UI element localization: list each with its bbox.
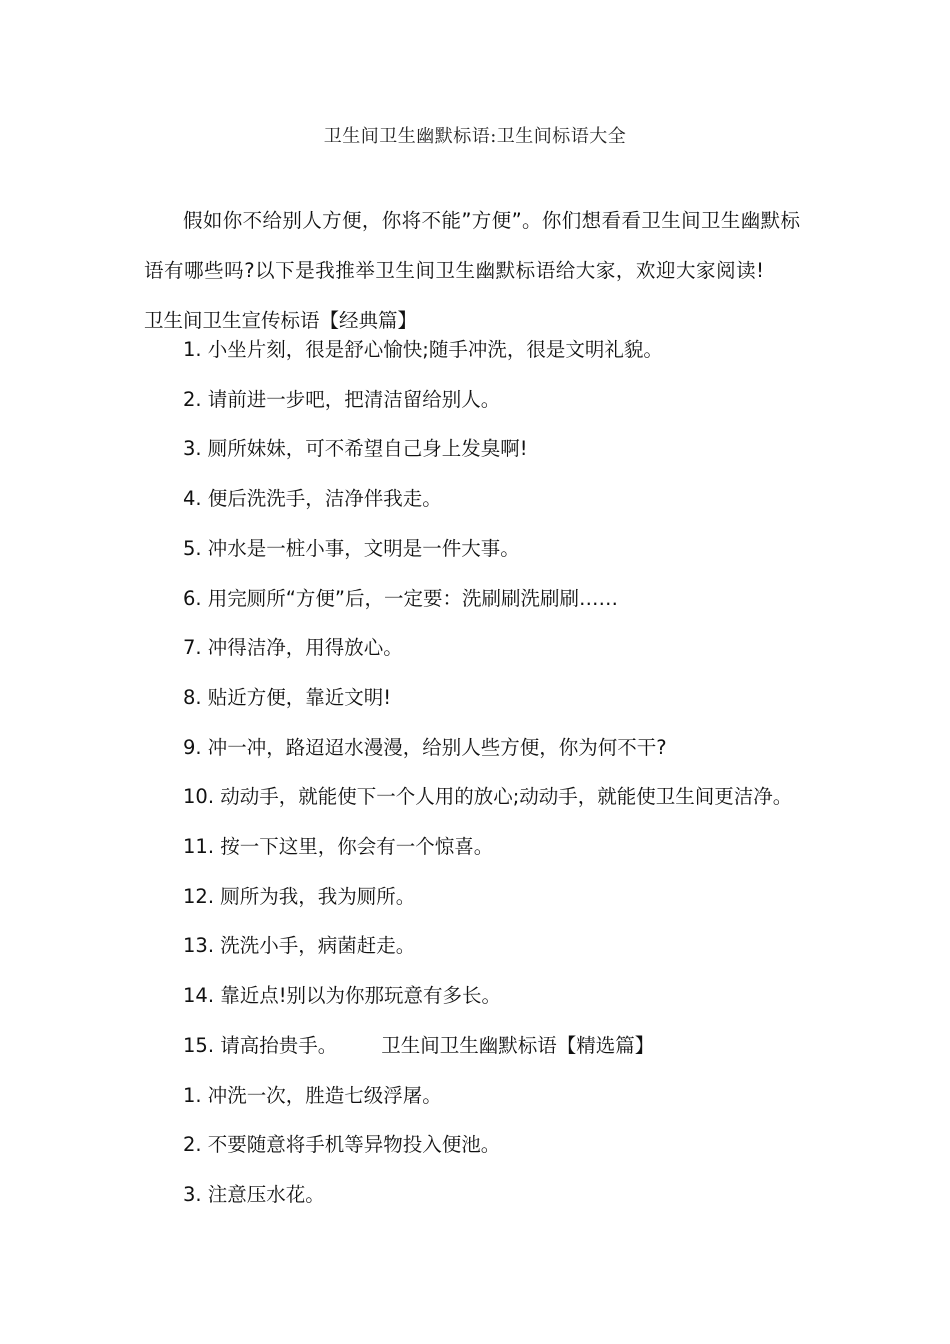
list-item-text: 15. 请高抬贵手。	[183, 1033, 338, 1057]
list-item: 3. 厕所妹妹，可不希望自己身上发臭啊!	[183, 437, 528, 461]
list-item: 4. 便后洗洗手，洁净伴我走。	[183, 487, 442, 511]
list-item: 7. 冲得洁净，用得放心。	[183, 636, 403, 660]
list-item: 1. 冲洗一次，胜造七级浮屠。	[183, 1083, 442, 1107]
list-item: 11. 按一下这里，你会有一个惊喜。	[183, 835, 494, 859]
list-item: 13. 洗洗小手，病菌赶走。	[183, 934, 416, 958]
list-item: 2. 请前进一步吧，把清洁留给别人。	[183, 387, 501, 411]
list-item: 8. 贴近方便，靠近文明!	[183, 685, 392, 709]
list-item: 5. 冲水是一桩小事，文明是一件大事。	[183, 536, 520, 560]
section-heading-selected: 卫生间卫生幽默标语【精选篇】	[381, 1033, 655, 1057]
section-heading-classic: 卫生间卫生宣传标语【经典篇】	[144, 308, 418, 332]
intro-paragraph	[144, 196, 800, 346]
document-title: 卫生间卫生幽默标语:卫生间标语大全	[323, 126, 627, 147]
list-item: 14. 靠近点!别以为你那玩意有多长。	[183, 984, 502, 1008]
slogan-list	[183, 325, 883, 1220]
list-item	[183, 1021, 883, 1071]
intro-text: 假如你不给别人方便，你将不能”方便”。你们想看看卫生间卫生幽默标语有哪些吗?以下是我推举卫生间卫生幽默标语给大家，欢迎大家阅读!	[144, 208, 800, 282]
list-item: 1. 小坐片刻，很是舒心愉快;随手冲洗，很是文明礼貌。	[183, 338, 663, 361]
list-item: 12. 厕所为我，我为厕所。	[183, 884, 416, 908]
list-item: 3. 注意压水花。	[183, 1182, 325, 1206]
list-item: 10. 动动手，就能使下一个人用的放心;动动手，就能使卫生间更洁净。	[183, 785, 793, 809]
list-item: 2. 不要随意将手机等异物投入便池。	[183, 1133, 501, 1157]
list-item: 6. 用完厕所“方便”后，一定要：洗刷刷洗刷刷……	[183, 586, 619, 610]
list-item: 9. 冲一冲，路迢迢水漫漫，给别人些方便，你为何不干?	[183, 735, 667, 759]
